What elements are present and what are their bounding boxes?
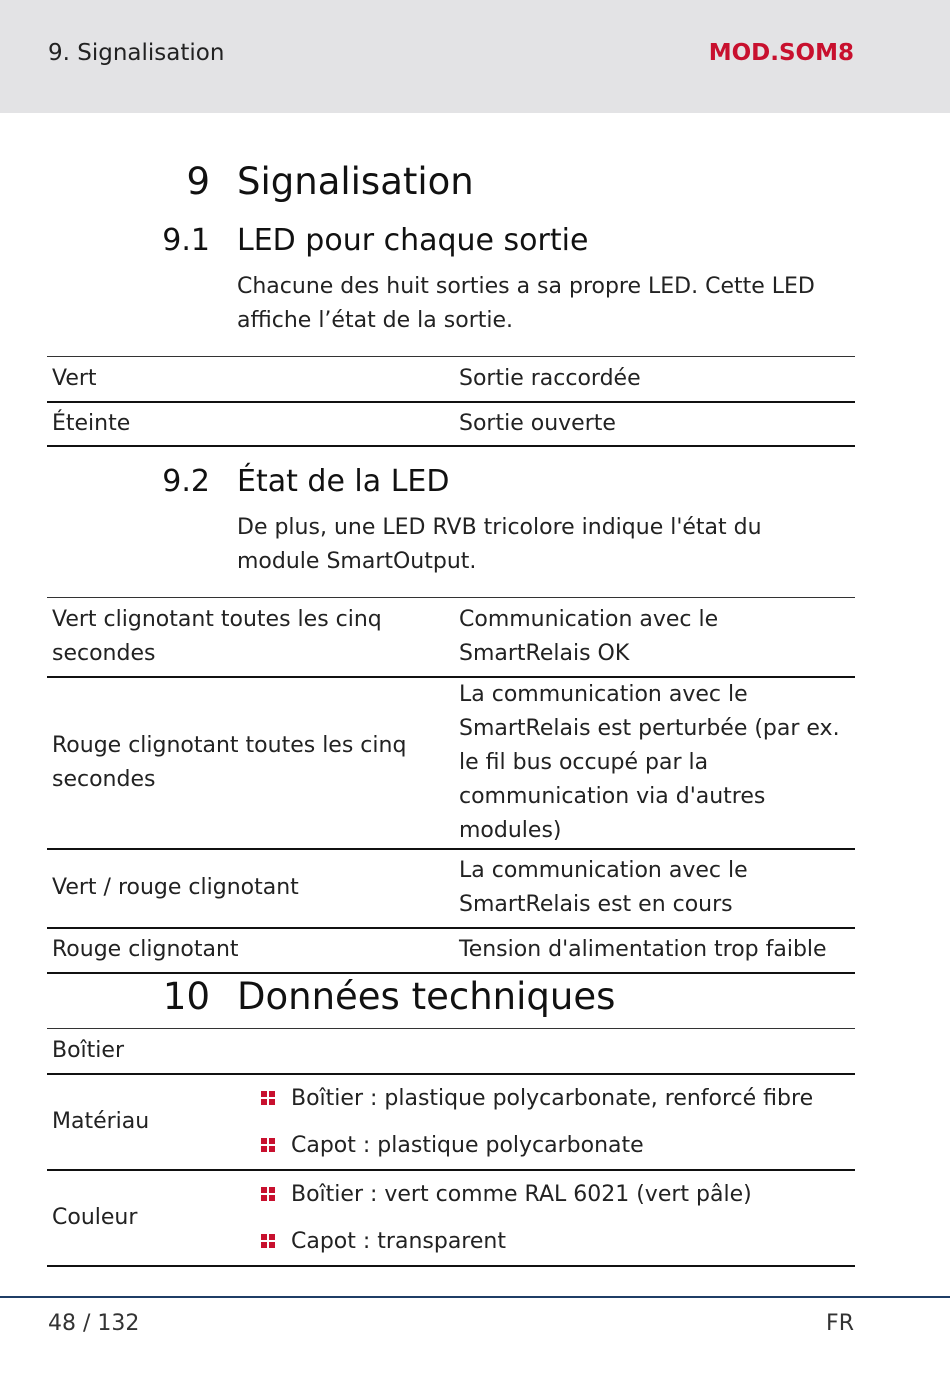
section-10-number: 10 bbox=[162, 975, 210, 1018]
list-item: Capot : plastique polycarbonate bbox=[249, 1122, 855, 1169]
led-meaning: Communication avec le SmartRelais OK bbox=[459, 606, 719, 666]
list-item: Capot : transparent bbox=[249, 1218, 855, 1265]
led-state: Rouge clignotant bbox=[52, 937, 239, 962]
table-row bbox=[47, 1029, 855, 1074]
section-9-1-title: LED pour chaque sortie bbox=[237, 223, 589, 258]
red-square-bullet-icon bbox=[261, 1234, 275, 1248]
led-meaning: Sortie ouverte bbox=[459, 410, 616, 436]
red-square-bullet-icon bbox=[261, 1138, 275, 1152]
list-item: Boîtier : plastique polycarbonate, renforcé fibre bbox=[249, 1075, 855, 1122]
section-9-1-text: Chacune des huit sorties a sa propre LED. Cette LED affiche l’état de la sortie. bbox=[237, 274, 815, 333]
list-item: Boîtier : vert comme RAL 6021 (vert pâle) bbox=[249, 1171, 855, 1218]
section-9-title: Signalisation bbox=[237, 160, 474, 203]
table-row bbox=[47, 402, 855, 446]
red-square-bullet-icon bbox=[261, 1091, 275, 1105]
led-meaning: La communication avec le SmartRelais est en cours bbox=[459, 858, 748, 917]
section-10-title: Données techniques bbox=[237, 975, 616, 1018]
header-section-title: 9. Signalisation bbox=[48, 40, 225, 66]
table-row bbox=[47, 849, 855, 928]
group-heading: Boîtier bbox=[52, 1037, 124, 1063]
header-model-name: MOD.SOM8 bbox=[708, 40, 854, 66]
led-meaning: Tension d'alimentation trop faible bbox=[459, 937, 827, 962]
section-9-2-text: De plus, une LED RVB tricolore indique l'état du module SmartOutput. bbox=[237, 515, 762, 574]
led-state: Rouge clignotant toutes les cinq secondes bbox=[52, 732, 407, 792]
table-row bbox=[47, 1170, 855, 1266]
page-header bbox=[0, 0, 950, 113]
led-state: Vert bbox=[52, 365, 97, 391]
led-meaning: Sortie raccordée bbox=[459, 365, 641, 391]
spec-list bbox=[249, 1171, 855, 1265]
spec-label: Couleur bbox=[52, 1204, 138, 1230]
led-state: Vert / rouge clignotant bbox=[52, 875, 299, 900]
language-code: FR bbox=[826, 1311, 854, 1336]
section-9-1-number: 9.1 bbox=[162, 223, 210, 258]
red-square-bullet-icon bbox=[261, 1187, 275, 1201]
footer-divider bbox=[0, 1296, 950, 1298]
table-row bbox=[47, 1074, 855, 1170]
tech-data-table bbox=[47, 1028, 855, 1267]
table-row bbox=[47, 357, 855, 402]
section-9-2-number: 9.2 bbox=[162, 464, 210, 499]
rgb-led-table bbox=[47, 597, 855, 974]
led-meaning: La communication avec le SmartRelais est perturbée (par ex. le fil bus occupé par la communication via d'autres modules) bbox=[459, 681, 840, 843]
page-number: 48 / 132 bbox=[48, 1311, 140, 1336]
table-row bbox=[47, 677, 855, 849]
table-row bbox=[47, 598, 855, 677]
spec-label: Matériau bbox=[52, 1108, 150, 1134]
output-led-table bbox=[47, 356, 855, 447]
section-9-number: 9 bbox=[186, 160, 210, 203]
section-9-2-title: État de la LED bbox=[237, 464, 450, 499]
led-state: Vert clignotant toutes les cinq secondes bbox=[52, 606, 382, 666]
led-state: Éteinte bbox=[52, 410, 131, 436]
table-row bbox=[47, 928, 855, 973]
spec-list bbox=[249, 1075, 855, 1169]
